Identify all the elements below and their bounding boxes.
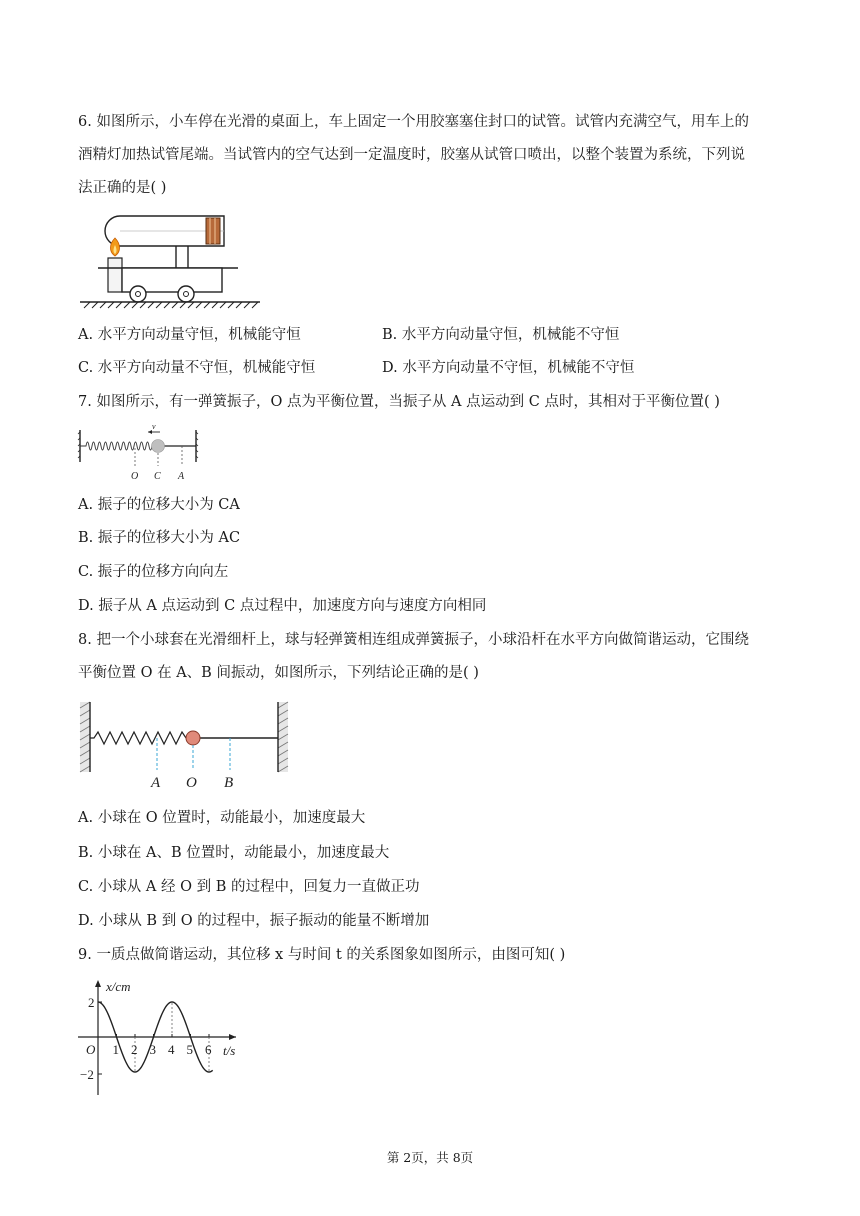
q6-option-a: A. 水平方向动量守恒，机械能守恒 xyxy=(78,327,301,343)
x-tick-label-4: 4 xyxy=(168,1042,175,1057)
q8-figure-spring-oscillator xyxy=(76,700,296,792)
y-tick-neg2: −2 xyxy=(80,1067,94,1082)
spring xyxy=(80,442,156,450)
label-v: v xyxy=(152,422,156,431)
q7-option-b: B. 振子的位移大小为 AC xyxy=(78,530,241,546)
q8-option-c: C. 小球从 A 经 O 到 B 的过程中，回复力一直做正功 xyxy=(78,879,420,895)
q8-stem-line-2: 平衡位置 O 在 A、B 间振动，如图所示，下列结论正确的是( ) xyxy=(78,665,479,681)
q6-stem-line-2: 酒精灯加热试管尾端。当试管内的空气达到一定温度时，胶塞从试管口喷出，以整个装置为系统，下列说 xyxy=(78,147,745,163)
q6-stem-line-3: 法正确的是( ) xyxy=(78,180,167,196)
q6-stem-line-1: 6. 如图所示，小车停在光滑的桌面上，车上固定一个用胶塞塞住封口的试管。试管内充满空气，用车上的 xyxy=(78,114,749,130)
label-o: O xyxy=(131,471,139,482)
x-tick-label-2: 2 xyxy=(131,1042,138,1057)
q6-option-d: D. 水平方向动量不守恒，机械能不守恒 xyxy=(382,360,635,376)
q7-option-a: A. 振子的位移大小为 CA xyxy=(78,497,240,513)
label-c: C xyxy=(154,471,161,482)
q8-stem-line-1: 8. 把一个小球套在光滑细杆上，球与轻弹簧相连组成弹簧振子，小球沿杆在水平方向做简谐运动，它围绕 xyxy=(78,632,749,648)
q7-option-d: D. 振子从 A 点运动到 C 点过程中，加速度方向与速度方向相同 xyxy=(78,598,487,614)
y-tick-2: 2 xyxy=(88,995,95,1010)
q6-option-b: B. 水平方向动量守恒，机械能不守恒 xyxy=(382,327,620,343)
x-tick-label-6: 6 xyxy=(205,1042,212,1057)
origin-label: O xyxy=(86,1042,96,1057)
q8-option-a: A. 小球在 O 位置时，动能最小，加速度最大 xyxy=(78,810,366,826)
q6-option-c: C. 水平方向动量不守恒，机械能守恒 xyxy=(78,360,316,376)
x-tick-label-3: 3 xyxy=(149,1042,156,1057)
label-a: A xyxy=(178,471,185,482)
x-axis-label: t/s xyxy=(223,1043,236,1058)
q7-option-c: C. 振子的位移方向向左 xyxy=(78,564,229,580)
q8-option-d: D. 小球从 B 到 O 的过程中，振子振动的能量不断增加 xyxy=(78,913,430,929)
alcohol-lamp xyxy=(108,258,122,292)
label-a: A xyxy=(151,775,161,791)
ball xyxy=(186,731,200,745)
q9-stem: 9. 一质点做简谐运动，其位移 x 与时间 t 的关系图象如图所示，由图可知( ) xyxy=(78,947,566,963)
ball xyxy=(152,440,165,453)
page-footer: 第 2页，共 8页 xyxy=(386,1150,474,1165)
q8-option-b: B. 小球在 A、B 位置时，动能最小，加速度最大 xyxy=(78,845,390,861)
label-o: O xyxy=(186,775,197,791)
q6-figure-cart-test-tube xyxy=(78,208,268,308)
x-tick-label-1: 1 xyxy=(112,1042,119,1057)
label-b: B xyxy=(224,775,234,791)
x-tick-label-5: 5 xyxy=(186,1042,193,1057)
q7-stem: 7. 如图所示，有一弹簧振子，O 点为平衡位置，当振子从 A 点运动到 C 点时，其相对于平衡位置( ) xyxy=(78,394,720,410)
q7-figure-spring-oscillator xyxy=(78,422,218,482)
y-axis-label: x/cm xyxy=(106,979,131,994)
spring xyxy=(90,732,188,744)
stopper xyxy=(206,218,220,244)
q9-displacement-time-graph xyxy=(78,975,258,1100)
